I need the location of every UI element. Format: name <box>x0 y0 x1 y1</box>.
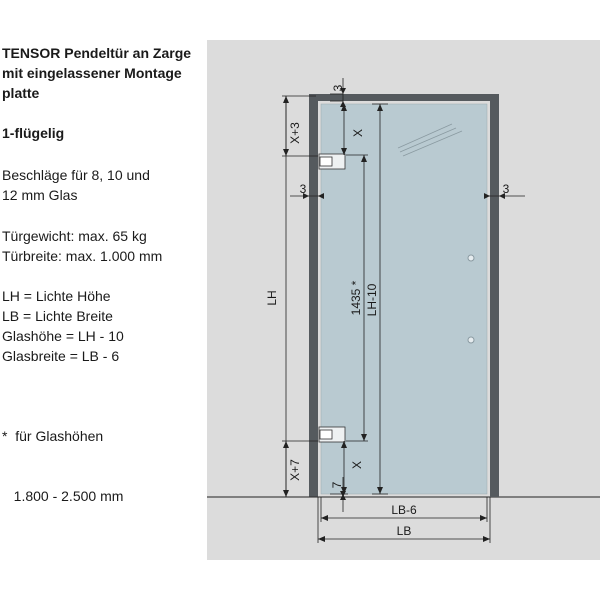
dim-bottom-gap: 7 <box>330 481 344 489</box>
footnote-line-2: 1.800 - 2.500 mm <box>2 488 124 504</box>
dim-x-bottom: X <box>350 460 364 470</box>
legend-glass-width: Glasbreite = LB - 6 <box>2 348 120 364</box>
specs-block <box>2 226 162 266</box>
glass-panel <box>321 104 487 494</box>
spec-weight: Türgewicht: max. 65 kg <box>2 228 147 244</box>
dim-top-gap: 3 <box>331 84 345 92</box>
legend-lb: LB = Lichte Breite <box>2 308 113 324</box>
footnote-line-1: * für Glashöhen <box>2 428 104 444</box>
dim-x-plus-7: X+7 <box>288 459 302 481</box>
dim-right-gap: 3 <box>502 182 510 196</box>
dim-lb: LB <box>396 524 412 538</box>
legend-glass-height: Glashöhe = LH - 10 <box>2 328 124 344</box>
fittings-line-2: 12 mm Glas <box>2 187 78 203</box>
legend-block <box>2 286 124 366</box>
dim-1435: 1435 * <box>349 280 363 316</box>
handle-knob-lower <box>468 337 474 343</box>
dim-lb-minus-6: LB-6 <box>391 503 417 517</box>
legend-lh: LH = Lichte Höhe <box>2 288 111 304</box>
title-line-1: TENSOR Pendeltür an Zarge <box>2 45 192 61</box>
fittings-note <box>2 165 150 205</box>
dim-x-top: X <box>351 128 365 138</box>
handle-knob-upper <box>468 255 474 261</box>
footnote-block <box>2 386 123 526</box>
bottom-fitting <box>319 427 345 442</box>
title-line-3: platte <box>2 85 40 101</box>
dim-x-plus-3: X+3 <box>288 122 302 144</box>
title-line-2: mit eingelassener Montage <box>2 65 182 81</box>
dim-lh: LH <box>265 290 279 306</box>
variant-label: 1-flügelig <box>2 125 65 141</box>
spec-width: Türbreite: max. 1.000 mm <box>2 248 163 264</box>
drawing-title <box>2 43 191 103</box>
top-fitting <box>319 154 345 169</box>
fittings-line-1: Beschläge für 8, 10 und <box>2 167 150 183</box>
dim-left-gap: 3 <box>299 182 307 196</box>
dim-lh-minus-10: LH-10 <box>365 283 379 317</box>
door-drawing <box>207 40 600 560</box>
